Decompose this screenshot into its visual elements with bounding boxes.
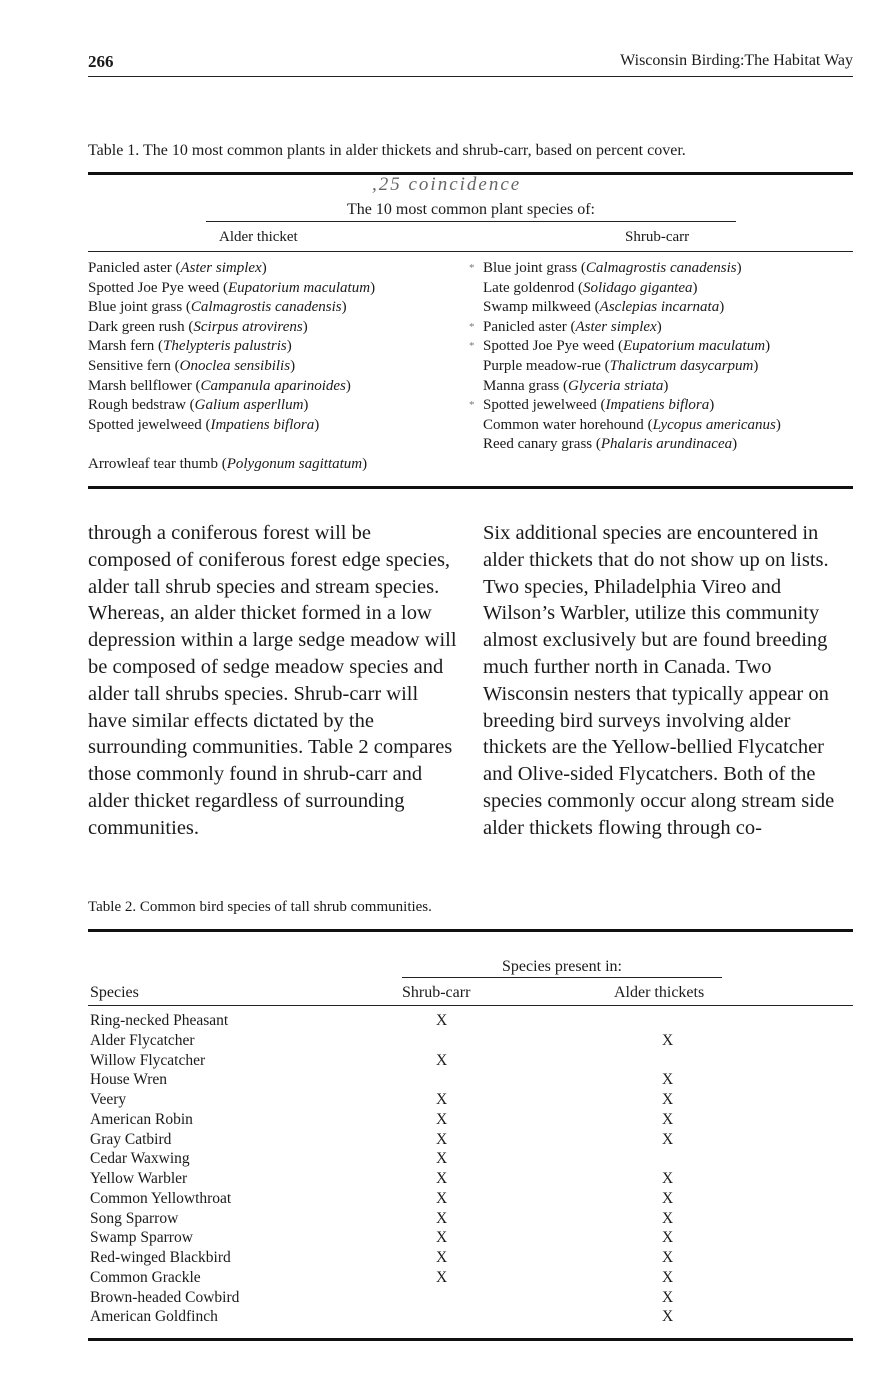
plant-entry: Reed canary grass (Phalaris arundinacea): [483, 436, 738, 453]
pencil-mark: *: [469, 340, 475, 353]
table1-column-alder: Alder thicket: [219, 229, 298, 245]
body-text-left-column: through a coniferous forest will be composed of coniferous forest edge species, alder tall shrub species and stream species. Whereas, an alder thicket formed in a low depression within a large sedge meadow will be composed of sedge meadow species and alder tall shrubs species. Shrub-carr will have similar effects dictated by the surrounding communities. Table 2 compares those commonly found in shrub-carr and alder thicket regardless of surrounding communities.: [88, 522, 457, 839]
handwritten-note: ,25 coincidence: [372, 174, 522, 195]
plant-entry: Marsh fern (Thelypteris palustris): [88, 338, 292, 355]
table2-spanner-rule: [402, 977, 722, 978]
table2-column-shrub: Shrub-carr: [402, 984, 471, 1001]
plant-entry: Arrowleaf tear thumb (Polygonum sagittatum): [88, 455, 368, 472]
running-head: Wisconsin Birding:The Habitat Way: [620, 52, 853, 69]
plant-entry: * Spotted jewelweed (Impatiens biflora): [483, 396, 853, 416]
table1-caption: Table 1. The 10 most common plants in alder thickets and shrub-carr, based on percent cover.: [88, 142, 686, 159]
table-row: Veery X X: [90, 1091, 674, 1108]
plant-entry: Purple meadow-rue (Thalictrum dasycarpum): [483, 357, 759, 374]
plant-entry: Panicled aster (Aster simplex): [88, 260, 267, 276]
table-row: Red-winged Blackbird X X: [90, 1249, 674, 1266]
table-row: Gray Catbird X X: [90, 1130, 674, 1148]
table-row: Song Sparrow X X: [90, 1209, 674, 1227]
table-row: Common Grackle X X: [90, 1268, 674, 1286]
table1-alder-list: [88, 259, 458, 475]
plant-entry: * Spotted Joe Pye weed (Eupatorium maculatum): [483, 337, 853, 357]
table2-caption: Table 2. Common bird species of tall shrub communities.: [88, 899, 432, 915]
table2-column-species: Species: [90, 984, 139, 1001]
table2-top-rule: [88, 929, 853, 932]
table-row: Swamp Sparrow X X: [90, 1229, 674, 1247]
page-number: 266: [88, 52, 114, 71]
pencil-mark: *: [469, 262, 475, 274]
table1-bottom-rule: [88, 486, 853, 489]
plant-entry: Late goldenrod (Solidago gigantea): [483, 279, 698, 296]
plant-entry: Spotted jewelweed (Impatiens biflora): [88, 416, 320, 433]
table-row: Willow Flycatcher X: [90, 1051, 448, 1069]
table2-header-rule: [88, 1005, 853, 1006]
table-row: American Goldfinch X: [90, 1308, 674, 1326]
table-row: Brown-headed Cowbird X: [90, 1288, 674, 1306]
plant-entry: Swamp milkweed (Asclepias incarnata): [483, 299, 725, 316]
plant-entry: Common water horehound (Lycopus americanus): [483, 416, 781, 433]
table1-spanner-heading: The 10 most common plant species of:: [347, 201, 595, 218]
plant-entry: * Panicled aster (Aster simplex): [483, 318, 853, 338]
plant-entry: Spotted Joe Pye weed (Eupatorium maculatum): [88, 279, 376, 296]
plant-entry: * Blue joint grass (Calmagrostis canadensis): [483, 259, 853, 279]
pencil-mark: *: [469, 399, 475, 412]
page-header: [88, 48, 853, 77]
table1-spanner-rule: [206, 221, 736, 222]
table1-column-shrub: Shrub-carr: [625, 229, 690, 245]
table-row: Alder Flycatcher X: [90, 1031, 674, 1049]
table-row: Cedar Waxwing X: [90, 1150, 448, 1168]
table2-column-alder: Alder thickets: [614, 984, 705, 1001]
plant-entry: Marsh bellflower (Campanula aparinoides): [88, 377, 351, 394]
plant-entry: Rough bedstraw (Galium asperllum): [88, 397, 309, 414]
table2-spanner-heading: Species present in:: [502, 958, 622, 975]
plant-entry: Manna grass (Glyceria striata): [483, 377, 669, 394]
table1-shrub-list: [469, 259, 853, 455]
table2-body: [90, 1011, 850, 1327]
table-row: Yellow Warbler X X: [90, 1170, 674, 1187]
plant-entry: Dark green rush (Scirpus atrovirens): [88, 318, 308, 335]
table1-header-rule: [88, 251, 853, 252]
pencil-mark: *: [469, 320, 475, 333]
table-row: Common Yellowthroat X X: [90, 1189, 674, 1207]
body-text-right-column: Six additional species are encountered in alder thickets that do not show up on lists. Two species, Philadelphia Vireo and Wilson’s Warbler, utilize this community almost exclusively but are found breeding much further north in Canada. Two Wisconsin nesters that typically appear on breeding bird surveys involving alder thickets are the Yellow-bellied Flycatcher and Olive-sided Flycatchers. Both of the species commonly occur along stream side alder thickets flowing through co-: [483, 522, 835, 839]
table-row: Ring-necked Pheasant X: [90, 1012, 448, 1029]
table-row: American Robin X X: [90, 1110, 674, 1128]
plant-entry: Sensitive fern (Onoclea sensibilis): [88, 357, 296, 374]
table2-bottom-rule: [88, 1338, 853, 1341]
plant-entry: Blue joint grass (Calmagrostis canadensis): [88, 299, 347, 316]
table-row: House Wren X: [90, 1071, 674, 1089]
